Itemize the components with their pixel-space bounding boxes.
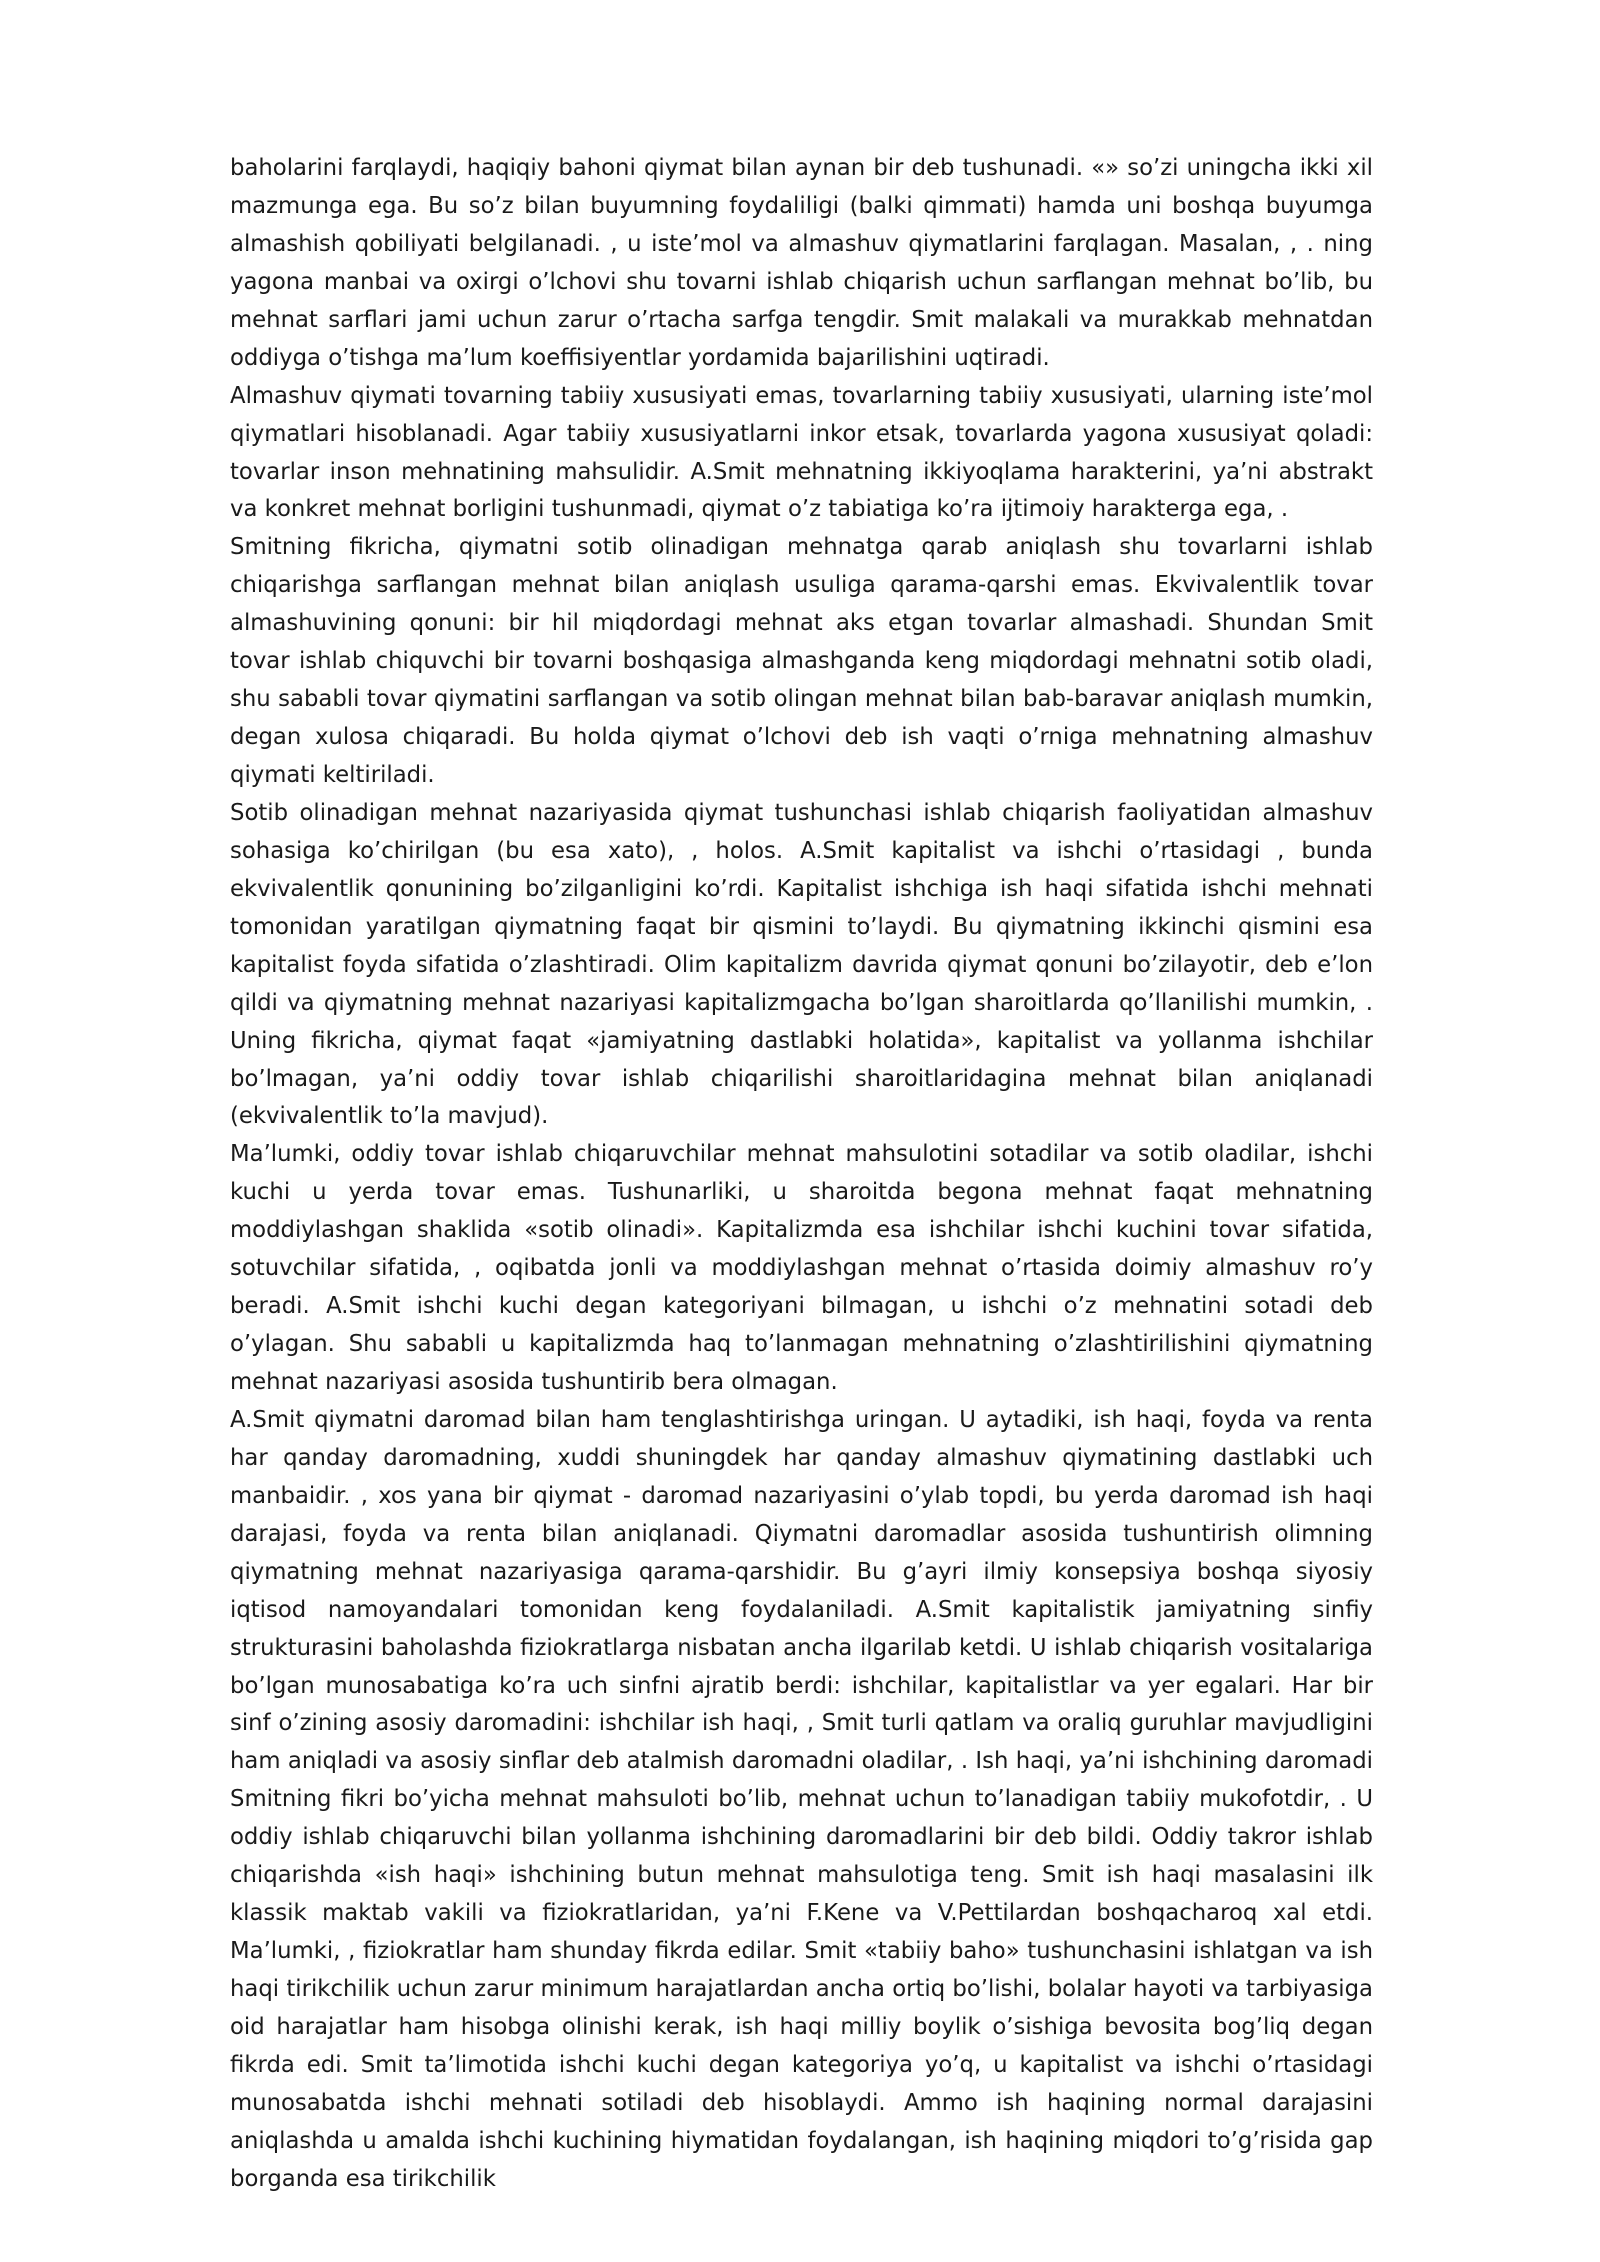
paragraph: Ma’lumki, oddiy tovar ishlab chiqaruvchilar mehnat mahsulotini sotadilar va sotib oladilar, ishchi kuchi u yerda tovar emas. Tushunarliki, u sharoitda begona mehnat faqat mehnatning moddiylashgan shaklida «sotib olinadi». Kapitalizmda esa ishchilar ishchi kuchini tovar sifatida, sotuvchilar sifatida, , oqibatda jonli va moddiylashgan mehnat o’rtasida doimiy almashuv ro’y beradi. A.Smit ishchi kuchi degan kategoriyani bilmagan, u ishchi o’z mehnatini sotadi deb o’ylagan. Shu sababli u kapitalizmda haq to’lanmagan mehnatning o’zlashtirilishini qiymatning mehnat nazariyasi asosida tushuntirib bera olmagan. [230,1141,1373,1395]
paragraph: A.Smit qiymatni daromad bilan ham tenglashtirishga uringan. U aytadiki, ish haqi, foyda va renta har qanday daromadning, xuddi shuningdek har qanday almashuv qiymatining dastlabki uch manbaidir. , xos yana bir qiymat - daromad nazariyasini o’ylab topdi, bu yerda daromad ish haqi darajasi, foyda va renta bilan aniqlanadi. Qiymatni daromadlar asosida tushuntirish olimning qiymatning mehnat nazariyasiga qarama-qarshidir. Bu g’ayri ilmiy konsepsiya boshqa siyosiy iqtisod namoyandalari tomonidan keng foydalaniladi. A.Smit kapitalistik jamiyatning sinfiy strukturasini baholashda fiziokratlarga nisbatan ancha ilgarilab ketdi. U ishlab chiqarish vositalariga bo’lgan munosabatiga ko’ra uch sinfni ajratib berdi: ishchilar, kapitalistlar va yer egalari. Har bir sinf o’zining asosiy daromadini: ishchilar ish haqi, , Smit turli qatlam va oraliq guruhlar mavjudligini ham aniqladi va asosiy sinflar deb atalmish daromadni oladilar, . Ish haqi, ya’ni ishchining daromadi Smitning fikri bo’yicha mehnat mahsuloti bo’lib, mehnat uchun to’lanadigan tabiiy mukofotdir, . U oddiy ishlab chiqaruvchi bilan yollanma ishchining daromadlarini bir deb bildi. Oddiy takror ishlab chiqarishda «ish haqi» ishchining butun mehnat mahsulotiga teng. Smit ish haqi masalasini ilk klassik maktab vakili va fiziokratlaridan, ya’ni F.Kene va V.Pettilardan boshqacharoq xal etdi. Ma’lumki, , fiziokratlar ham shunday fikrda edilar. Smit «tabiiy baho» tushunchasini ishlatgan va ish haqi tirikchilik uchun zarur minimum harajatlardan ancha ortiq bo’lishi, bolalar hayoti va tarbiyasiga oid harajatlar ham hisobga olinishi kerak, ish haqi milliy boylik o’sishiga bevosita bog’liq degan fikrda edi. Smit ta’limotida ishchi kuchi degan kategoriya yo’q, u kapitalist va ishchi o’rtasidagi munosabatda ishchi mehnati sotiladi deb hisoblaydi. Ammo ish haqining normal darajasini aniqlashda u amalda ishchi kuchining hiymatidan foydalangan, ish haqining miqdori to’g’risida gap borganda esa tirikchilik [230,1406,1373,2192]
paragraph: Sotib olinadigan mehnat nazariyasida qiymat tushunchasi ishlab chiqarish faoliyatidan almashuv sohasiga ko’chirilgan (bu esa xato), , holos. A.Smit kapitalist va ishchi o’rtasidagi , bunda ekvivalentlik qonunining bo’zilganligini ko’rdi. Kapitalist ishchiga ish haqi sifatida ishchi mehnati tomonidan yaratilgan qiymatning faqat bir qismini to’laydi. Bu qiymatning ikkinchi qismini esa kapitalist foyda sifatida o’zlashtiradi. Olim kapitalizm davrida qiymat qonuni bo’zilayotir, deb e’lon qildi va qiymatning mehnat nazariyasi kapitalizmgacha bo’lgan sharoitlarda qo’llanilishi mumkin, . Uning fikricha, qiymat faqat «jamiyatning dastlabki holatida», kapitalist va yollanma ishchilar bo’lmagan, ya’ni oddiy tovar ishlab chiqarilishi sharoitlaridagina mehnat bilan aniqlanadi (ekvivalentlik to’la mavjud). [230,799,1373,1130]
document-page [230,150,1373,2199]
paragraph: baholarini farqlaydi, haqiqiy bahoni qiymat bilan aynan bir deb tushunadi. «» so’zi uningcha ikki xil mazmunga ega. Bu so’z bilan buyumning foydaliligi (balki qimmati) hamda uni boshqa buyumga almashish qobiliyati belgilanadi. , u iste’mol va almashuv qiymatlarini farqlagan. Masalan, , . ning yagona manbai va oxirgi o’lchovi shu tovarni ishlab chiqarish uchun sarflangan mehnat bo’lib, bu mehnat sarflari jami uchun zarur o’rtacha sarfga tengdir. Smit malakali va murakkab mehnatdan oddiyga o’tishga ma’lum koeffisiyentlar yordamida bajarilishini uqtiradi. [230,155,1373,371]
paragraph: Almashuv qiymati tovarning tabiiy xususiyati emas, tovarlarning tabiiy xususiyati, ularning iste’mol qiymatlari hisoblanadi. Agar tabiiy xususiyatlarni inkor etsak, tovarlarda yagona xususiyat qoladi: tovarlar inson mehnatining mahsulidir. A.Smit mehnatning ikkiyoqlama harakterini, ya’ni abstrakt va konkret mehnat borligini tushunmadi, qiymat o’z tabiatiga ko’ra ijtimoiy harakterga ega, . [230,382,1373,523]
paragraph: Smitning fikricha, qiymatni sotib olinadigan mehnatga qarab aniqlash shu tovarlarni ishlab chiqarishga sarflangan mehnat bilan aniqlash usuliga qarama-qarshi emas. Ekvivalentlik tovar almashuvining qonuni: bir hil miqdordagi mehnat aks etgan tovarlar almashadi. Shundan Smit tovar ishlab chiquvchi bir tovarni boshqasiga almashganda keng miqdordagi mehnatni sotib oladi, shu sababli tovar qiymatini sarflangan va sotib olingan mehnat bilan bab-baravar aniqlash mumkin, degan xulosa chiqaradi. Bu holda qiymat o’lchovi deb ish vaqti o’rniga mehnatning almashuv qiymati keltiriladi. [230,534,1373,788]
